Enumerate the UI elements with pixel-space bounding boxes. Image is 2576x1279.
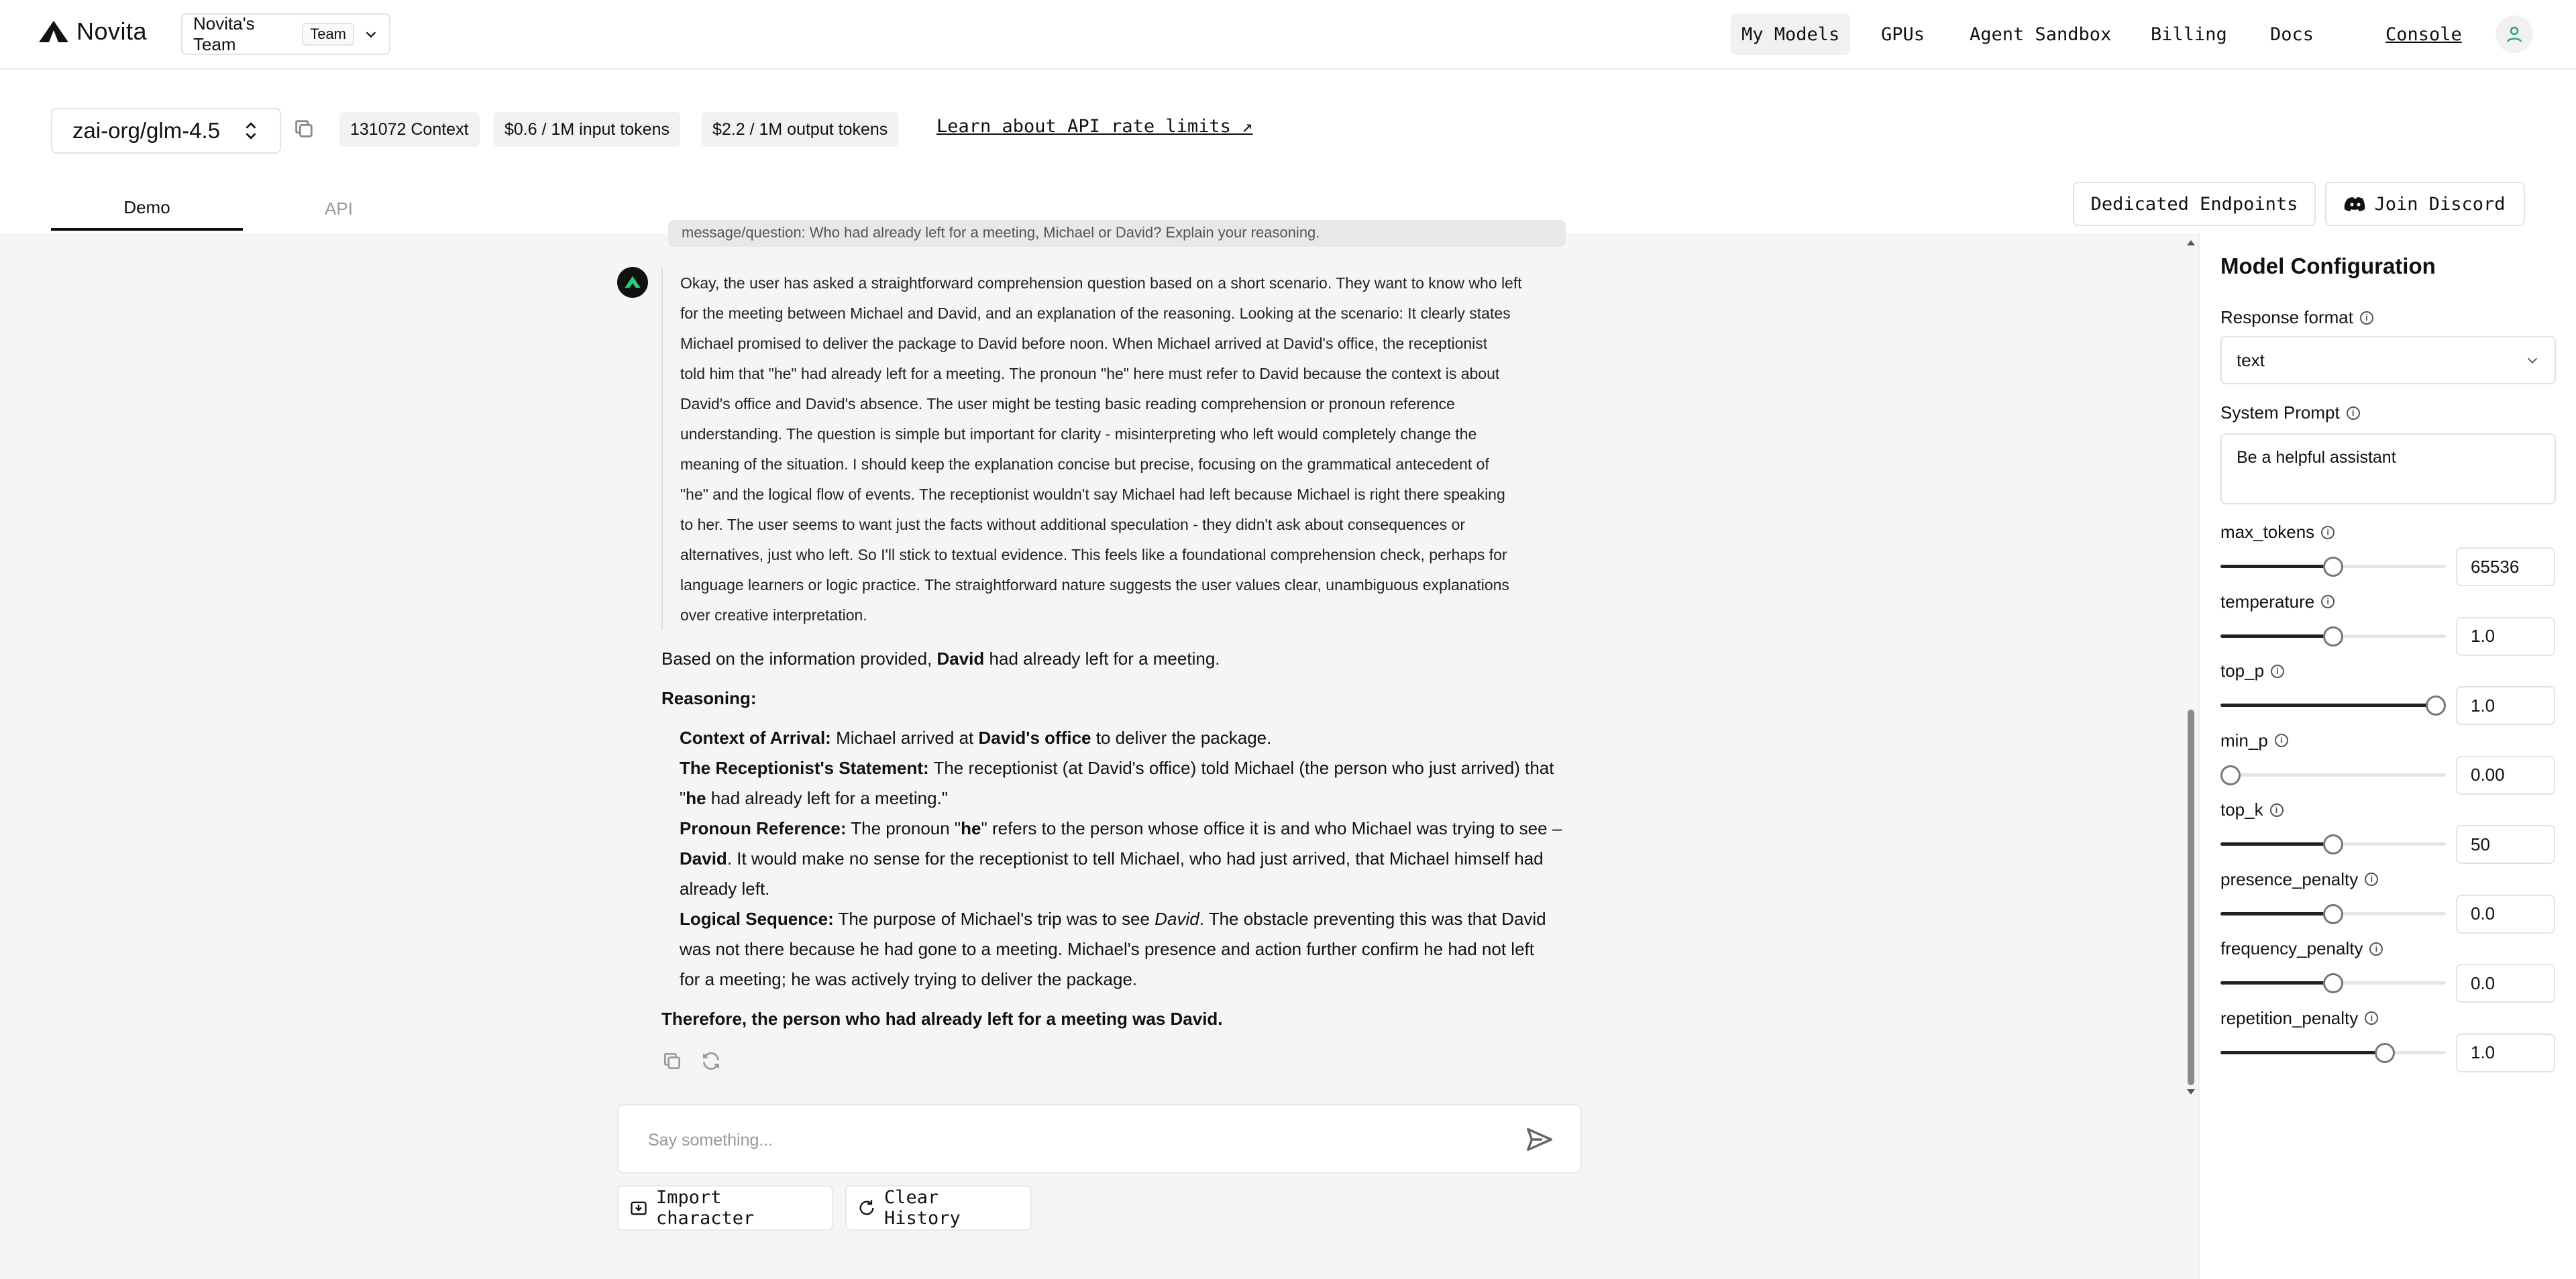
slider-fill <box>2220 704 2436 707</box>
nav-my-models[interactable]: My Models <box>1731 13 1850 55</box>
param-label-repetition-penalty <box>2220 1008 2378 1029</box>
tab-demo[interactable]: Demo <box>51 187 243 231</box>
reasoning-line: understanding. The question is simple but important for clarity - misinterpreting who left would completely change the <box>680 425 1477 443</box>
model-header <box>0 70 2576 233</box>
nav-agent-sandbox[interactable]: Agent Sandbox <box>1970 23 2112 45</box>
refresh-icon <box>857 1199 876 1217</box>
info-icon[interactable]: i <box>2271 665 2284 678</box>
info-icon[interactable]: i <box>2270 803 2284 817</box>
info-icon[interactable]: i <box>2369 942 2383 956</box>
reasoning-line: over creative interpretation. <box>680 606 867 624</box>
param-value-max-tokens[interactable]: 65536 <box>2456 547 2555 586</box>
slider-repetition-penalty[interactable] <box>2220 1042 2446 1063</box>
slider-fill <box>2220 634 2333 638</box>
slider-fill <box>2220 565 2333 568</box>
reasoning-line: to her. The user seems to want just the facts without additional speculation - they didn't ask about consequences or <box>680 516 1465 533</box>
param-label-max-tokens <box>2220 522 2334 543</box>
answer-intro-text-end: had already left for a meeting. <box>984 649 1220 669</box>
slider-fill <box>2220 981 2333 985</box>
response-format-select[interactable] <box>2220 336 2556 384</box>
point-title: Pronoun Reference: <box>680 818 847 838</box>
param-value-top-k[interactable]: 50 <box>2456 825 2555 864</box>
slider-fill <box>2220 1051 2385 1054</box>
clear-history-button[interactable] <box>845 1185 1032 1231</box>
point-title: Logical Sequence: <box>680 909 834 929</box>
info-icon[interactable]: i <box>2321 526 2334 539</box>
point-receptionist <box>661 753 1567 814</box>
copy-icon[interactable] <box>661 1050 683 1072</box>
input-price-chip: $0.6 / 1M input tokens <box>494 112 680 147</box>
chevron-down-icon <box>364 27 378 42</box>
reasoning-line: "he" and the logical flow of events. The receptionist wouldn't say Michael had left because Michael is right there speaking <box>680 486 1505 503</box>
novita-logo[interactable] <box>39 17 147 46</box>
info-icon[interactable]: i <box>2365 1011 2378 1025</box>
point-bold: he <box>961 818 981 838</box>
reasoning-line: language learners or logic practice. The straightforward nature suggests the user values clear, unambiguous explanations <box>680 576 1509 594</box>
reasoning-line: meaning of the situation. I should keep the explanation concise but precise, focusing on the grammatical antecedent of <box>680 455 1489 473</box>
point-title: The Receptionist's Statement: <box>680 758 929 778</box>
slider-handle[interactable] <box>2323 973 2343 993</box>
reasoning-block <box>661 268 1554 630</box>
point-text: for a meeting; he was actively trying to deliver the package. <box>680 969 1138 989</box>
param-label-temperature <box>2220 592 2334 612</box>
assistant-avatar <box>617 267 648 298</box>
reasoning-line: for the meeting between Michael and David, and an explanation of the reasoning. Looking at the scenario: It clearly states <box>680 304 1511 322</box>
user-icon <box>2504 24 2524 44</box>
logo-text: Novita <box>76 17 148 45</box>
param-name: max_tokens <box>2220 522 2315 542</box>
user-avatar[interactable] <box>2496 15 2533 53</box>
info-icon[interactable]: i <box>2360 311 2373 325</box>
scroll-up-arrow-icon[interactable] <box>2187 239 2195 245</box>
chevron-up-down-icon <box>242 119 260 142</box>
model-selector[interactable] <box>51 108 281 154</box>
discord-icon <box>2345 196 2366 212</box>
point-bold: he <box>686 788 706 808</box>
assistant-answer <box>661 644 1567 1034</box>
param-name: top_k <box>2220 799 2263 820</box>
model-name: zai-org/glm-4.5 <box>72 118 221 143</box>
point-text: was not there because he had gone to a meeting. Michael's presence and action further confirm he had not left <box>680 939 1534 959</box>
slider-max-tokens[interactable] <box>2220 555 2446 577</box>
param-name: presence_penalty <box>2220 869 2359 889</box>
import-icon <box>629 1199 648 1217</box>
param-label-presence-penalty <box>2220 869 2378 890</box>
top-navigation-bar <box>0 0 2576 69</box>
point-title: Context of Arrival: <box>680 728 831 748</box>
point-context <box>661 723 1567 753</box>
answer-conclusion: Therefore, the person who had already left for a meeting was David. <box>661 1009 1223 1029</box>
point-text: . It would make no sense for the receptionist to tell Michael, who had just arrived, that Michael himself had <box>727 848 1544 869</box>
response-format-label-text: Response format <box>2220 307 2353 327</box>
slider-handle[interactable] <box>2323 626 2343 647</box>
team-name: Novita's Team <box>193 13 255 54</box>
point-bold: David's office <box>978 728 1091 748</box>
system-prompt-input[interactable]: Be a helpful assistant <box>2220 433 2556 504</box>
team-badge: Team <box>302 23 354 46</box>
slider-presence-penalty[interactable] <box>2220 903 2446 924</box>
answer-intro-bold: David <box>936 649 985 669</box>
chat-input-box[interactable] <box>617 1104 1582 1174</box>
param-name: top_p <box>2220 661 2265 681</box>
join-discord-label: Join Discord <box>2374 193 2506 215</box>
slider-handle[interactable] <box>2323 904 2343 924</box>
answer-intro <box>661 644 1567 674</box>
slider-handle[interactable] <box>2220 765 2241 785</box>
point-text: The purpose of Michael's trip was to see <box>833 909 1155 929</box>
info-icon[interactable]: i <box>2365 873 2378 886</box>
point-text: Michael arrived at <box>830 728 979 748</box>
nav-gpus[interactable]: GPUs <box>1881 23 1925 45</box>
slider-fill <box>2220 912 2333 915</box>
param-value-frequency-penalty[interactable]: 0.0 <box>2456 964 2555 1003</box>
slider-handle[interactable] <box>2323 557 2343 577</box>
novita-logo-icon <box>39 21 68 42</box>
point-bold: David <box>680 848 727 869</box>
point-text: had already left for a meeting." <box>706 788 949 808</box>
reasoning-line: Michael promised to deliver the package to David before noon. When Michael arrived at David's office, the receptionist <box>680 335 1488 352</box>
slider-handle[interactable] <box>2323 834 2343 854</box>
point-text: " refers to the person whose office it is and who Michael was trying to see – <box>981 818 1562 838</box>
slider-fill <box>2220 842 2333 846</box>
clear-history-label: Clear History <box>884 1187 961 1229</box>
chat-input[interactable] <box>648 1124 1453 1156</box>
join-discord-button[interactable] <box>2325 182 2525 226</box>
param-value-presence-penalty[interactable]: 0.0 <box>2456 895 2555 934</box>
model-configuration-panel <box>2198 233 2576 1279</box>
slider-handle[interactable] <box>2375 1043 2395 1063</box>
import-character-button[interactable] <box>617 1185 833 1231</box>
point-text: to deliver the package. <box>1091 728 1272 748</box>
point-text: The pronoun " <box>846 818 961 838</box>
info-icon[interactable]: i <box>2275 734 2288 747</box>
point-pronoun <box>661 814 1567 904</box>
reasoning-line: Okay, the user has asked a straightforward comprehension question based on a short scenario. They want to know who left <box>680 274 1522 292</box>
point-text: The receptionist (at David's office) told Michael (the person who just arrived) that <box>928 758 1554 778</box>
point-italic: David <box>1155 909 1199 929</box>
regenerate-icon[interactable] <box>700 1050 722 1072</box>
system-prompt-label-text: System Prompt <box>2220 402 2340 423</box>
reasoning-heading: Reasoning: <box>661 688 757 708</box>
response-format-label <box>2220 307 2373 328</box>
chat-area <box>0 224 2197 1279</box>
nav-docs[interactable]: Docs <box>2270 23 2314 45</box>
tab-api[interactable]: API <box>325 199 353 219</box>
info-icon[interactable]: i <box>2321 595 2334 608</box>
param-name: repetition_penalty <box>2220 1007 2359 1028</box>
point-text: already left. <box>680 879 770 899</box>
answer-intro-text: Based on the information provided, <box>661 649 937 669</box>
param-label-min-p <box>2220 730 2288 751</box>
slider-temperature[interactable] <box>2220 625 2446 647</box>
info-icon[interactable]: i <box>2347 406 2360 420</box>
slider-top-p[interactable] <box>2220 694 2446 716</box>
param-label-top-k <box>2220 799 2284 820</box>
import-character-label: Import character <box>656 1187 755 1229</box>
point-logic <box>661 904 1567 995</box>
slider-frequency-penalty[interactable] <box>2220 972 2446 993</box>
user-message-bubble: message/question: Who had already left for a meeting, Michael or David? Explain your reasoning. <box>668 220 1566 247</box>
output-price-chip: $2.2 / 1M output tokens <box>702 112 898 147</box>
rate-limits-link[interactable]: Learn about API rate limits ↗ <box>936 116 1253 137</box>
param-name: min_p <box>2220 730 2268 750</box>
response-format-value: text <box>2237 349 2265 370</box>
system-prompt-label <box>2220 402 2360 423</box>
message-actions <box>661 1050 722 1072</box>
chat-scrollbar[interactable] <box>2184 233 2197 1105</box>
param-value-top-p[interactable]: 1.0 <box>2456 686 2555 725</box>
nav-console[interactable]: Console <box>2385 23 2462 45</box>
param-name: temperature <box>2220 591 2315 612</box>
point-text: " <box>680 788 686 808</box>
slider-min-p[interactable] <box>2220 764 2446 785</box>
param-label-frequency-penalty <box>2220 938 2383 959</box>
reasoning-line: told him that "he" had already left for a meeting. The pronoun "he" here must refer to David because the context is about <box>680 365 1500 382</box>
reasoning-line: David's office and David's absence. The user might be testing basic reading comprehension or pronoun reference <box>680 395 1455 412</box>
chevron-down-icon <box>2525 353 2540 368</box>
config-title: Model Configuration <box>2220 254 2436 278</box>
point-text: . The obstacle preventing this was that David <box>1199 909 1546 929</box>
param-label-top-p <box>2220 661 2284 681</box>
context-chip: 131072 Context <box>339 112 480 147</box>
param-name: frequency_penalty <box>2220 938 2363 958</box>
slider-rail <box>2220 773 2446 777</box>
scrollbar-thumb[interactable] <box>2188 710 2194 1085</box>
slider-top-k[interactable] <box>2220 833 2446 854</box>
copy-icon[interactable] <box>292 117 315 140</box>
slider-handle[interactable] <box>2426 696 2446 716</box>
team-selector[interactable] <box>181 13 390 55</box>
dedicated-endpoints-button[interactable]: Dedicated Endpoints <box>2073 182 2316 226</box>
assistant-logo-icon <box>623 273 642 292</box>
scroll-down-arrow-icon[interactable] <box>2187 1089 2195 1096</box>
param-value-min-p[interactable]: 0.00 <box>2456 756 2555 795</box>
param-value-repetition-penalty[interactable]: 1.0 <box>2456 1034 2555 1072</box>
reasoning-line: alternatives, just who left. So I'll stick to textual evidence. This feels like a foundational comprehension check, perhaps for <box>680 546 1507 563</box>
param-value-temperature[interactable]: 1.0 <box>2456 617 2555 656</box>
nav-billing[interactable]: Billing <box>2151 23 2227 45</box>
send-icon[interactable] <box>1524 1124 1555 1155</box>
